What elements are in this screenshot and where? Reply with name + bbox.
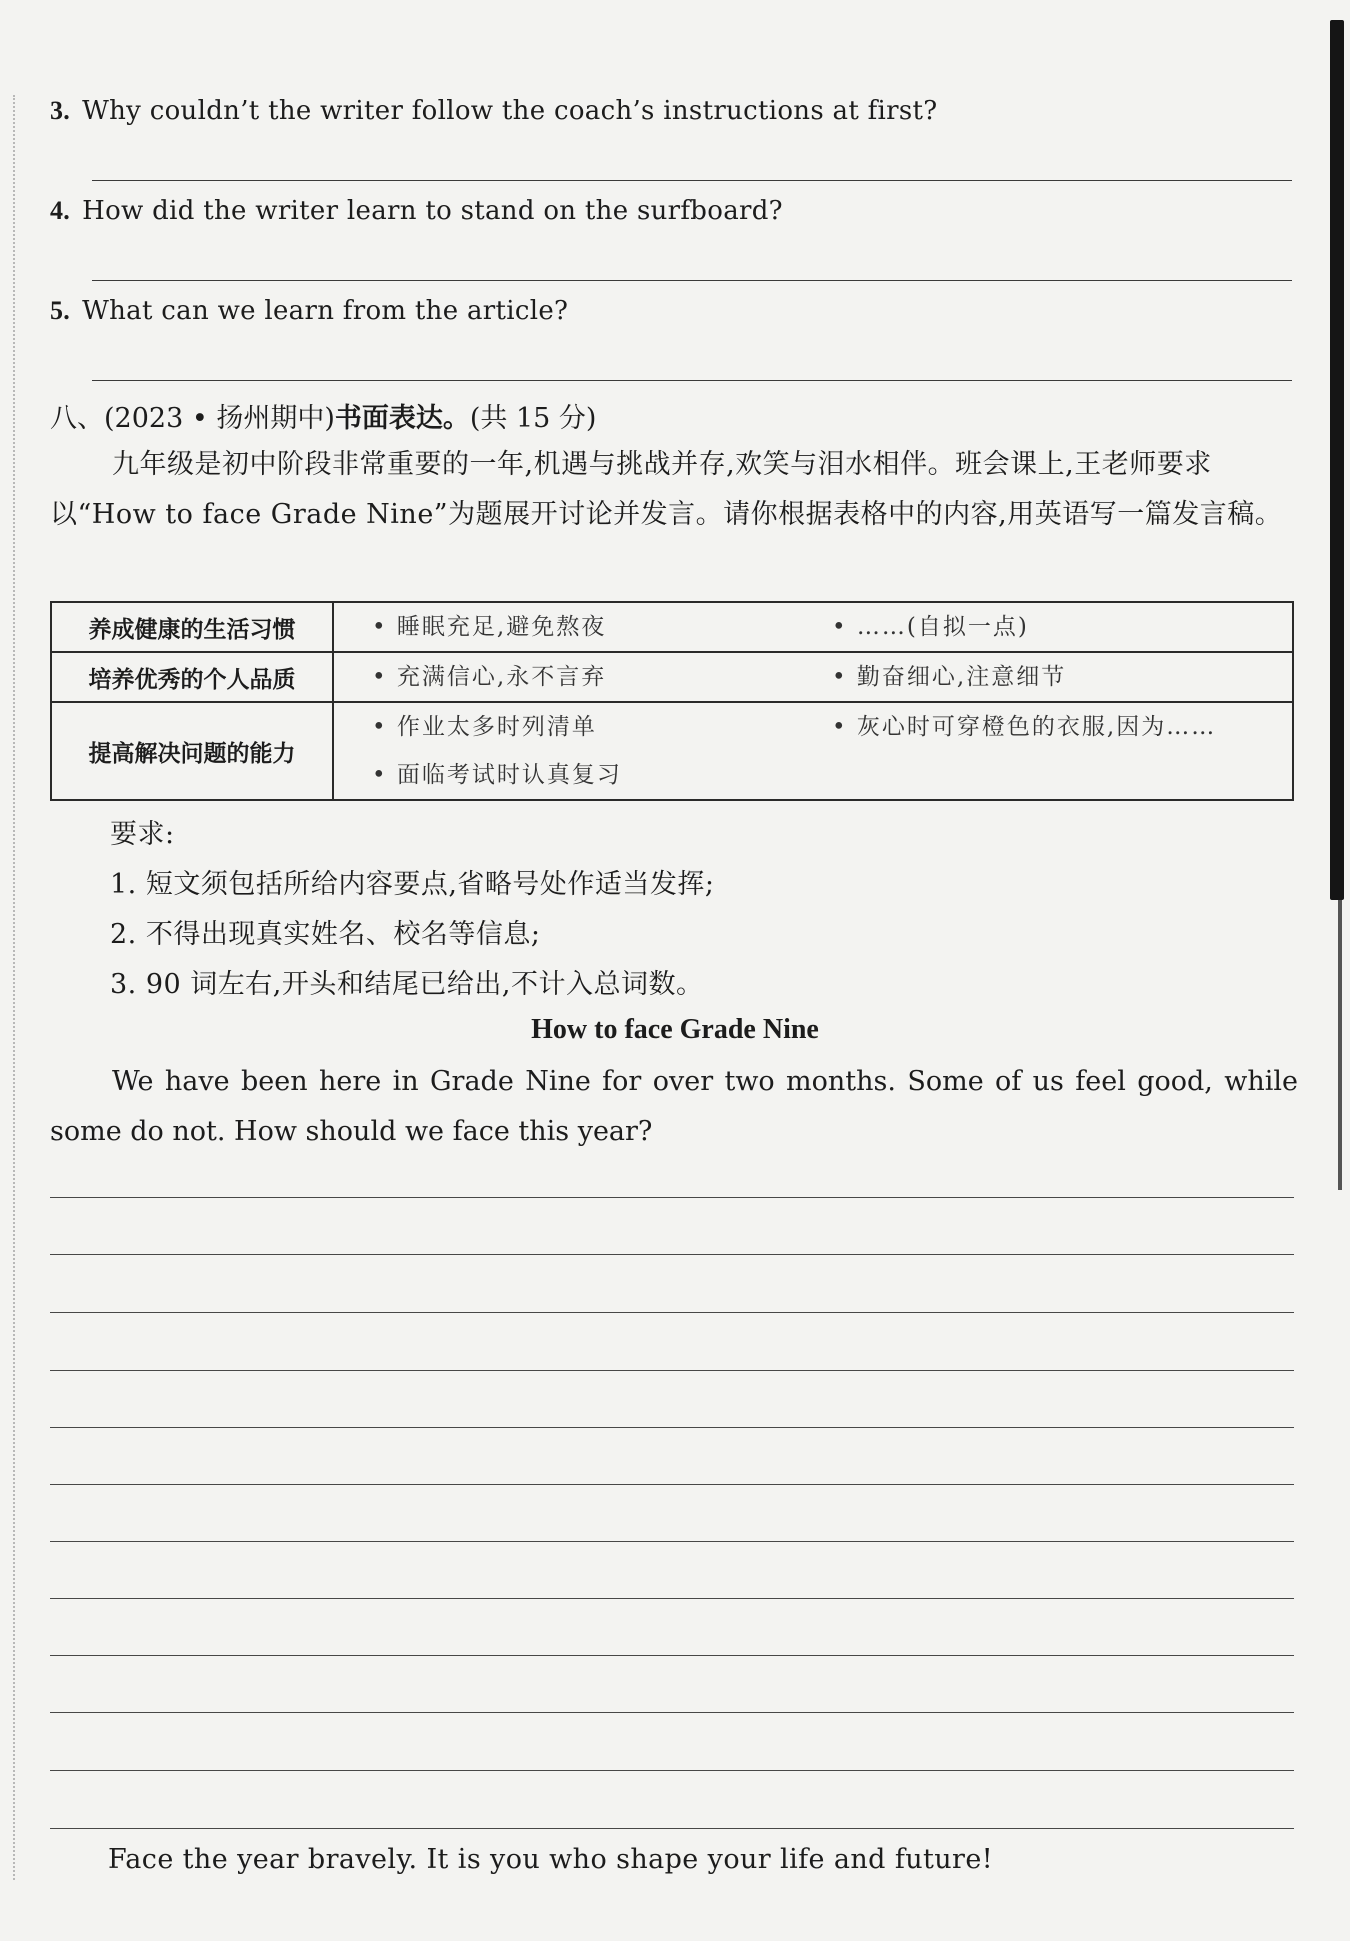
requirements-heading: 要求: — [110, 819, 175, 850]
point-item: • 充满信心,永不言弃 — [372, 664, 607, 690]
row-heading: 养成健康的生活习惯 — [51, 602, 333, 652]
requirement-item: 3. 90 词左右,开头和结尾已给出,不计入总词数。 — [110, 969, 704, 1000]
writing-line[interactable] — [50, 1770, 1294, 1771]
page-edge-bar — [1330, 20, 1344, 900]
content-points-table — [50, 601, 1294, 801]
question-5 — [50, 296, 568, 326]
answer-line-3[interactable] — [92, 180, 1292, 181]
task-description: 九年级是初中阶段非常重要的一年,机遇与挑战并存,欢笑与泪水相伴。班会课上,王老师要求以“How to face Grade Nine”为题展开讨论并发言。请你根据表格中的内容,用英语写一篇发言稿。 — [50, 449, 1283, 530]
point-item: • 灰心时可穿橙色的衣服,因为…… — [832, 714, 1217, 740]
point-item: • 作业太多时列清单 — [372, 714, 597, 740]
point-item: • 勤奋细心,注意细节 — [832, 664, 1067, 690]
table-row — [51, 702, 1293, 800]
question-number: 4. — [50, 196, 71, 225]
question-4 — [50, 196, 783, 226]
writing-line[interactable] — [50, 1197, 1294, 1198]
writing-line[interactable] — [50, 1254, 1294, 1255]
answer-line-5[interactable] — [92, 380, 1292, 381]
section-title: 书面表达。 — [334, 403, 470, 434]
section-prefix: 八、(2023 • 扬州期中) — [50, 403, 335, 434]
question-text: Why couldn’t the writer follow the coach’s instructions at first? — [82, 96, 938, 126]
answer-line-4[interactable] — [92, 280, 1292, 281]
writing-line[interactable] — [50, 1598, 1294, 1599]
writing-line[interactable] — [50, 1541, 1294, 1542]
question-text: How did the writer learn to stand on the surfboard? — [82, 196, 783, 226]
essay-opening: We have been here in Grade Nine for over two months. Some of us feel good, while some do not. How should we face this year? — [50, 1066, 1298, 1147]
question-3 — [50, 96, 938, 126]
question-number: 3. — [50, 96, 71, 125]
requirement-item: 1. 短文须包括所给内容要点,省略号处作适当发挥; — [110, 869, 715, 900]
essay-closing: Face the year bravely. It is you who shape your life and future! — [108, 1844, 993, 1875]
section-score: (共 15 分) — [469, 403, 597, 434]
writing-line[interactable] — [50, 1828, 1294, 1829]
row-heading: 培养优秀的个人品质 — [51, 652, 333, 702]
question-text: What can we learn from the article? — [82, 296, 569, 326]
binding-margin — [13, 95, 15, 1880]
point-item: • 睡眠充足,避免熬夜 — [372, 614, 607, 640]
question-number: 5. — [50, 296, 71, 325]
table-row — [51, 652, 1293, 702]
requirement-item: 2. 不得出现真实姓名、校名等信息; — [110, 919, 541, 950]
writing-line[interactable] — [50, 1655, 1294, 1656]
table-row — [51, 602, 1293, 652]
essay-title: How to face Grade Nine — [531, 1014, 819, 1045]
writing-line[interactable] — [50, 1712, 1294, 1713]
row-heading: 提高解决问题的能力 — [51, 702, 333, 800]
section-heading — [50, 396, 596, 435]
point-item: • 面临考试时认真复习 — [372, 762, 622, 788]
writing-line[interactable] — [50, 1312, 1294, 1313]
writing-line[interactable] — [50, 1370, 1294, 1371]
writing-line[interactable] — [50, 1484, 1294, 1485]
writing-line[interactable] — [50, 1427, 1294, 1428]
point-item: • ……(自拟一点) — [832, 614, 1029, 640]
